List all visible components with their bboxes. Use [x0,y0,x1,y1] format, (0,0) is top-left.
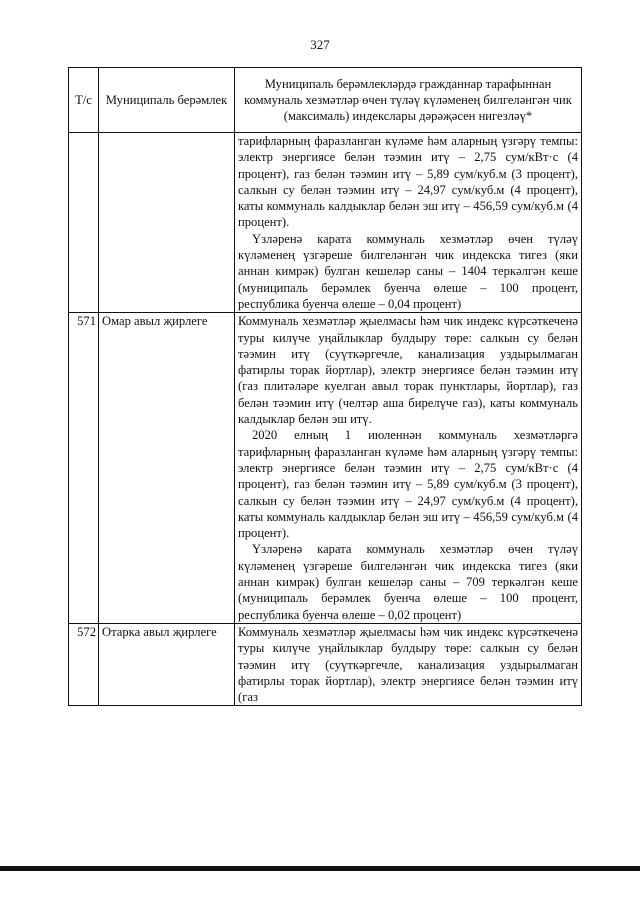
paragraph: тарифларның фаразланган күләме һәм аларның үзгәрү темпы: электр энергиясе белән тәэмин итү – 2,75 сум/кВт·с (4 процент), газ белән тәэмин итү – 5,89 сум/куб.м (3 процент), салкын су белән тәэмин итү – 24,97 сум/куб.м (4 процент), каты коммуналь калдыклар белән эш итү – 456,59 сум/куб.м (4 процент). [238,134,578,230]
paragraph: Үзләренә карата коммуналь хезмәтләр өчен түләү күләменең үзгәреше билгеләнгән чик индекска тигез (яки аннан кимрәк) булган кешеләр саны – 1404 теркәлгән кеше (муниципаль берәмлек буенча өлеше – 100 процент, республика буенча өлеше – 0,04 процент) [238,231,578,311]
row-number: 572 [69,623,99,705]
cell-text [235,623,582,705]
table-row-571 [69,313,582,624]
row-number: 571 [69,313,99,624]
paragraph: 2020 елның 1 июленнән коммуналь хезмәтләргә тарифларның фаразланган күләме һәм аларның үзгәрү темпы: электр энергиясе белән тәэмин итү – 2,75 сум/кВт·с (4 процент), газ белән тәэмин итү – 5,89 сум/куб.м (3 процент), салкын су белән тәэмин итү – 24,97 сум/куб.м (4 процент), каты коммуналь калдыклар белән эш итү – 456,59 сум/куб.м (4 процент). [238,428,578,541]
table-row-572 [69,623,582,705]
table-row-continued [69,133,582,313]
paragraph: Үзләренә карата коммуналь хезмәтләр өчен түләү күләменең үзгәреше билгеләнгән чик индекска тигез (яки аннан кимрәк) булган кешеләр саны – 709 теркәлгән кеше (муниципаль берәмлек буенча өлеше – 100 процент, республика буенча өлеше – 0,02 процент) [238,542,578,622]
municipality-name: Омар авыл җирлеге [99,313,235,624]
cell-num [69,133,99,313]
cell-name [99,133,235,313]
cell-text [235,133,582,313]
cell-text [235,313,582,624]
header-municipality: Муниципаль берәмлек [99,68,235,133]
paragraph: Коммуналь хезмәтләр җыелмасы һәм чик индекс күрсәткеченә туры килүче уңайлыклар булдыру төре: салкын су белән тәэмин итү (суүткәргечле, канализация уздырылмаган фатирлы торак йортлар), электр энергиясе белән тәэмин итү (газ [238,624,578,705]
municipality-name: Отарка авыл җирлеге [99,623,235,705]
paragraph: Коммуналь хезмәтләр җыелмасы һәм чик индекс күрсәткеченә туры килүче уңайлыклар булдыру төре: салкын су белән тәэмин итү (суүткәргечле, канализация уздырылмаган фатирлы торак йортлар), электр энергиясе белән тәэмин итү (газ плитәләре куелган авыл торак пунктлары, йортлар), газ белән тәэмин итү (челтәр аша бирелүче газ), каты коммуналь калдыклар белән эш итү. [238,314,578,427]
tariff-table [68,67,582,706]
page-bottom-border [0,866,640,871]
table-header-row [69,68,582,133]
header-num: Т/с [69,68,99,133]
page-number: 327 [310,37,330,52]
header-index: Муниципаль берәмлекләрдә гражданнар тарафыннан коммуналь хезмәтләр өчен түләү күләменең билгеләнгән чик (максималь) индекслары дәрәҗәсен нигезләү* [235,68,582,133]
